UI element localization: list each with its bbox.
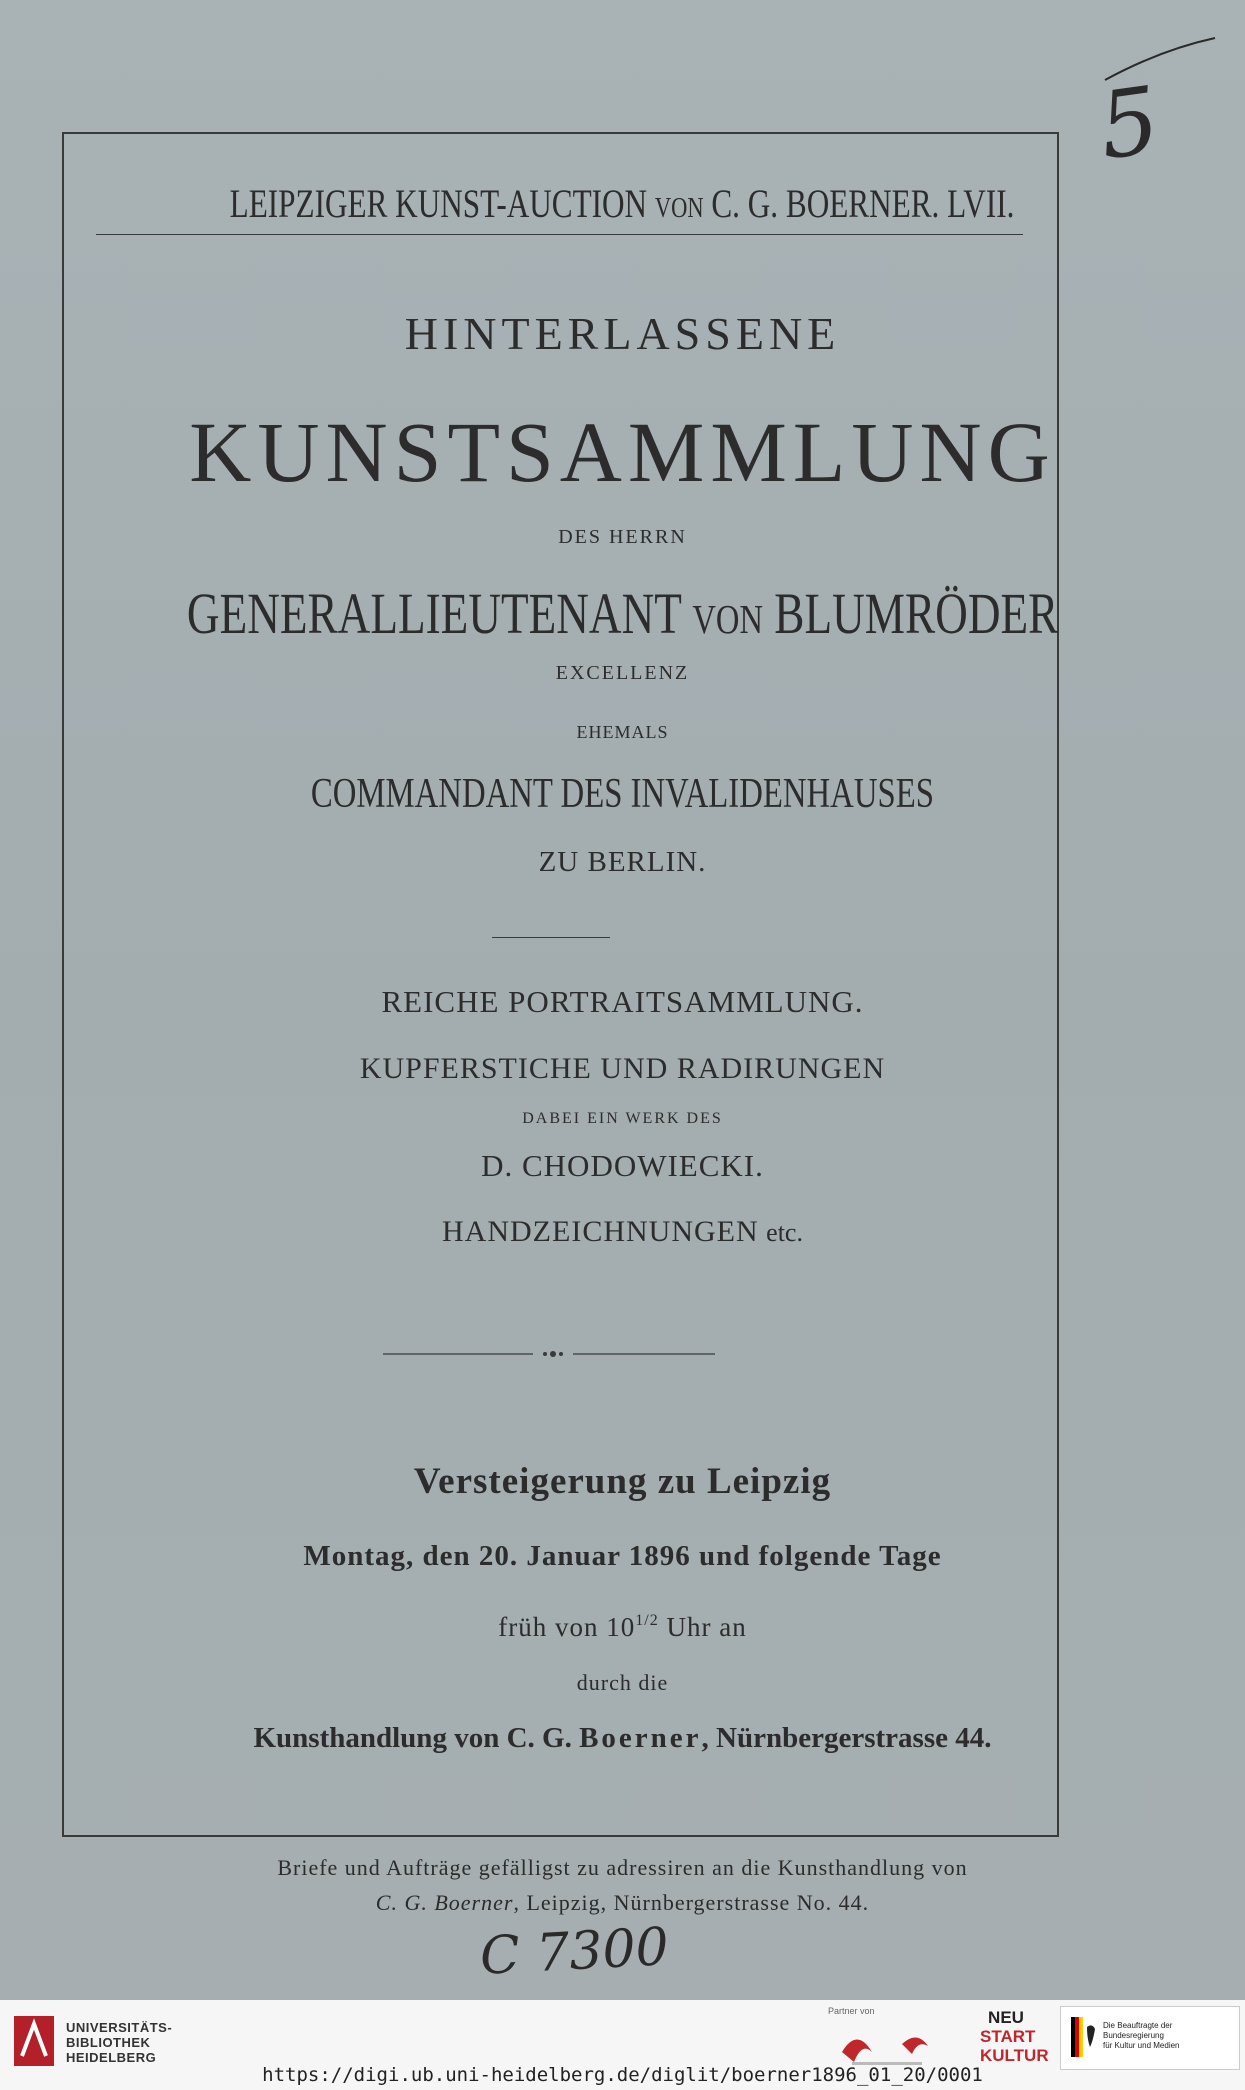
bund-line-2: für Kultur und Medien [1103,2041,1180,2050]
title-des-herrn: DES HERRN [558,526,687,548]
header-part1: LEIPZIGER KUNST-AUCTION [230,181,648,226]
short-rule [492,937,610,938]
auction-durch-die: durch die [576,1670,669,1695]
letters-note-boerner: C. G. Boerner [375,1890,514,1915]
ub-line-2: BIBLIOTHEK [66,2035,151,2050]
title-generallieutenant [0,580,1245,647]
title-commandant [0,770,1245,818]
header-line [0,180,1245,227]
title-von: VON [692,597,763,643]
auction-address-boerner: Boerner [579,1722,702,1754]
header-rule [96,234,1023,235]
contents-dabei: DABEI EIN WERK DES [522,1110,723,1127]
federal-government-text [1103,2021,1233,2051]
neu-line-1: NEU [988,2008,1024,2027]
contents-handzeichnungen [0,1215,1245,1249]
footer-bar [0,2000,1245,2090]
permalink-url[interactable]: https://digi.ub.uni-heidelberg.de/diglit/boerner1896_01_20/0001 [262,2064,983,2086]
auction-versteigerung: Versteigerung zu Leipzig [413,1461,832,1502]
title-commandant-text: COMMANDANT DES INVALIDENHAUSES [310,771,935,817]
federal-eagle-icon [1071,2017,1097,2057]
neu-line-3: KULTUR [980,2046,1049,2065]
ub-line-3: HEIDELBERG [66,2050,157,2065]
auction-time-a: früh von 10 [498,1612,636,1642]
contents-etc: etc. [766,1218,803,1247]
auction-date: Montag, den 20. Januar 1896 und folgende Tage [303,1540,942,1572]
neustart-kultur-logo [980,2008,1049,2065]
header-von: VON [655,192,705,224]
ub-line-1: UNIVERSITÄTS- [66,2020,173,2035]
handwritten-stroke [1100,30,1220,90]
header-part2: C. G. BOERNER. LVII. [711,181,1015,226]
auction-address-a: Kunsthandlung von C. G. [253,1722,572,1754]
letters-note-address: , Leipzig, Nürnbergerstrasse No. 44. [513,1890,870,1915]
title-berlin: ZU BERLIN. [538,846,707,878]
contents-kupferstiche: KUPFERSTICHE UND RADIRUNGEN [359,1052,886,1085]
auction-address [0,1722,1245,1755]
letters-note-1: Briefe und Aufträge gefälligst zu adressiren an die Kunsthandlung von [277,1855,968,1880]
bund-line-1: Die Beauftragte der Bundesregierung [1103,2021,1173,2040]
neu-line-2: START [980,2027,1036,2046]
letters-note-2 [0,1890,1245,1916]
partner-logo-icon [832,2022,962,2070]
contents-chodowiecki: D. CHODOWIECKI. [481,1148,764,1183]
title-kunstsammlung: KUNSTSAMMLUNG [189,404,1056,500]
auction-time-b: Uhr an [666,1612,747,1642]
partner-label: Partner von [828,2006,875,2016]
handwritten-number: 5 [1092,66,1166,181]
contents-handzeichnungen-text: HANDZEICHNUNGEN [442,1215,759,1248]
title-generallieutenant-a: GENERALLIEUTENANT [186,581,681,646]
contents-portrait: REICHE PORTRAITSAMMLUNG. [381,984,864,1019]
federal-government-logo [1060,2006,1240,2070]
university-library-logo-icon [14,2016,54,2066]
title-ehemals: EHEMALS [576,722,669,742]
title-hinterlassene: HINTERLASSENE [404,308,841,359]
ornament-divider [383,1348,715,1360]
title-blumroeder: BLUMRÖDER [774,581,1059,646]
auction-time-fraction: 1/2 [635,1612,659,1629]
auction-time [0,1612,1245,1643]
handwritten-shelfmark: C 7300 [478,1917,671,1987]
auction-address-c: , Nürnbergerstrasse 44. [701,1722,992,1754]
title-excellenz: EXCELLENZ [555,662,690,684]
university-library-name [66,2020,172,2065]
